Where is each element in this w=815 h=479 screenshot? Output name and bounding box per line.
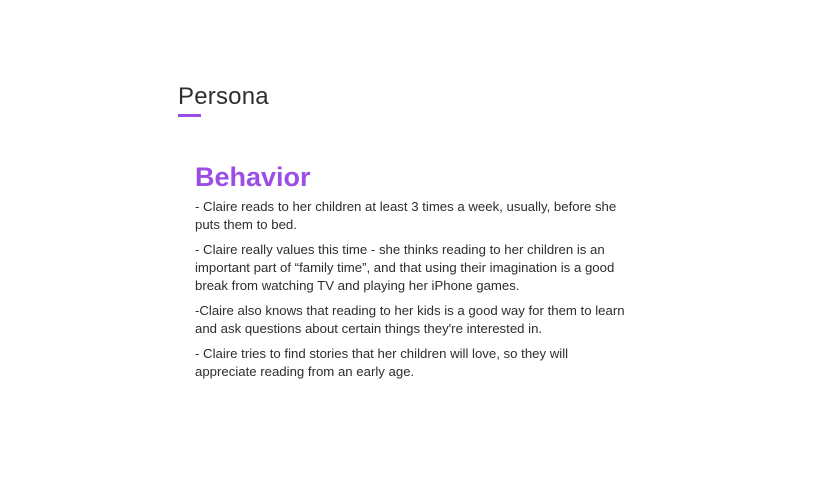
page-title: Persona <box>178 83 269 110</box>
title-underline <box>178 114 201 117</box>
behavior-heading: Behavior <box>195 162 311 192</box>
behavior-section <box>195 160 625 388</box>
behavior-paragraph: -Claire also knows that reading to her kids is a good way for them to learn and ask questions about certain things they're interested in. <box>195 303 625 336</box>
behavior-paragraph: - Claire really values this time - she thinks reading to her children is an important part of “family time”, and that using their imagination is a good break from watching TV and playing her iPhone games. <box>195 242 615 293</box>
behavior-paragraph: - Claire reads to her children at least 3 times a week, usually, before she puts them to bed. <box>195 199 617 232</box>
behavior-paragraph: - Claire tries to find stories that her children will love, so they will appreciate reading from an early age. <box>195 346 569 379</box>
